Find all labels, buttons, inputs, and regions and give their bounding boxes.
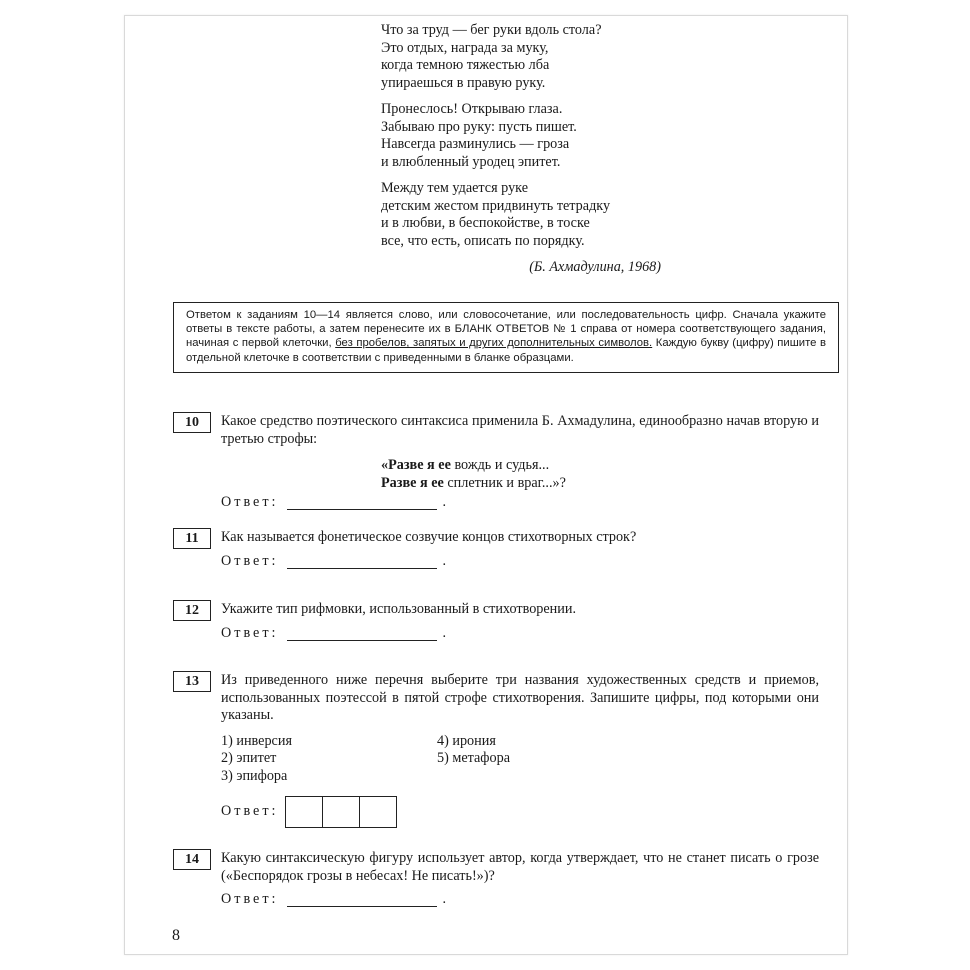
poem-line: упираешься в правую руку. bbox=[381, 74, 546, 91]
instruction-text-end: Каждую букву (цифру) пишите в отдельной клеточке в соответствии с приведенными в бланке образцами. bbox=[186, 337, 827, 364]
option-item: 3) эпифора bbox=[221, 767, 288, 784]
task-12 bbox=[173, 600, 819, 642]
answer-row bbox=[221, 553, 819, 571]
answer-row bbox=[221, 796, 819, 828]
poem-stanza-3 bbox=[381, 180, 661, 250]
poem-line: Пронеслось! Открываю глаза. bbox=[381, 101, 563, 117]
task-13 bbox=[173, 671, 819, 828]
task-quote bbox=[381, 457, 819, 492]
poem-line: все, что есть, описать по порядку. bbox=[381, 232, 585, 249]
answer-cell[interactable] bbox=[322, 796, 360, 828]
poem-line: Это отдых, награда за муку, bbox=[381, 39, 549, 56]
task-question: Из приведенного ниже перечня выберите три названия художественных средств и приемов, использованных поэтессой в пятой строфе стихотворения. Запишите цифры, под которыми они указаны. bbox=[221, 672, 819, 723]
answer-field[interactable] bbox=[287, 892, 437, 907]
quote-text: сплетник и враг...»? bbox=[443, 474, 566, 491]
answer-cell[interactable] bbox=[285, 796, 323, 828]
poem-line: детским жестом придвинуть тетрадку bbox=[381, 197, 611, 214]
task-14 bbox=[173, 849, 819, 909]
quote-bold: «Разве я ее bbox=[381, 457, 451, 473]
answer-label: Ответ: bbox=[221, 624, 279, 641]
task-number: 11 bbox=[173, 528, 211, 549]
poem-attribution: (Б. Ахмадулина, 1968) bbox=[529, 259, 661, 275]
options-list bbox=[221, 733, 819, 786]
task-question: Какое средство поэтического синтаксиса применила Б. Ахмадулина, единообразно начав вторую и третью строфы: bbox=[221, 413, 819, 447]
document-page bbox=[124, 15, 848, 955]
answer-label: Ответ: bbox=[221, 803, 279, 820]
answer-dot: . bbox=[442, 624, 449, 641]
instruction-underlined-text: без пробелов, запятых и других дополнительных символов. bbox=[335, 337, 653, 350]
option-item bbox=[437, 768, 637, 786]
poem-line: Что за труд — бег руки вдоль стола? bbox=[381, 22, 602, 38]
answer-field[interactable] bbox=[287, 626, 437, 641]
poem-line: Между тем удается руке bbox=[381, 180, 529, 196]
instruction-box bbox=[173, 302, 839, 373]
task-number: 14 bbox=[173, 849, 211, 870]
task-number: 10 bbox=[173, 412, 211, 433]
task-10 bbox=[173, 412, 819, 512]
answer-boxes bbox=[287, 796, 397, 828]
answer-cell[interactable] bbox=[359, 796, 397, 828]
page-number: 8 bbox=[172, 927, 180, 944]
answer-field[interactable] bbox=[287, 554, 437, 569]
option-item: 5) метафора bbox=[437, 750, 510, 766]
answer-dot: . bbox=[442, 552, 449, 569]
poem-line: когда темною тяжестью лба bbox=[381, 57, 550, 73]
answer-row bbox=[221, 891, 819, 909]
answer-dot: . bbox=[442, 891, 449, 907]
answer-dot: . bbox=[442, 494, 449, 510]
task-question: Какую синтаксическую фигуру использует автор, когда утверждает, что не станет писать о грозе («Беспорядок грозы в небесах! Не писать!»)? bbox=[221, 850, 819, 884]
answer-field[interactable] bbox=[287, 495, 437, 510]
task-11 bbox=[173, 528, 819, 570]
task-number: 13 bbox=[173, 671, 211, 692]
task-question: Укажите тип рифмовки, использованный в стихотворении. bbox=[221, 601, 576, 617]
answer-label: Ответ: bbox=[221, 494, 279, 510]
task-question: Как называется фонетическое созвучие концов стихотворных строк? bbox=[221, 529, 637, 545]
poem-stanza-2 bbox=[381, 101, 661, 171]
quote-bold: Разве я ее bbox=[381, 474, 444, 491]
poem-line: и в любви, в беспокойстве, в тоске bbox=[381, 215, 590, 231]
answer-label: Ответ: bbox=[221, 891, 279, 907]
answer-label: Ответ: bbox=[221, 552, 279, 569]
option-item: 2) эпитет bbox=[221, 750, 277, 766]
quote-text: вождь и судья... bbox=[450, 457, 550, 473]
answer-row bbox=[221, 625, 819, 643]
option-item: 4) ирония bbox=[437, 732, 496, 749]
answer-row bbox=[221, 494, 819, 512]
poem-stanza-1 bbox=[381, 22, 661, 92]
option-item: 1) инверсия bbox=[221, 732, 292, 749]
poem-line: Навсегда разминулись — гроза bbox=[381, 136, 570, 152]
task-number: 12 bbox=[173, 600, 211, 621]
poem bbox=[381, 22, 661, 277]
poem-line: Забываю про руку: пусть пишет. bbox=[381, 118, 577, 135]
poem-line: и влюбленный уродец эпитет. bbox=[381, 153, 561, 170]
instruction-text: Ответом к заданиям 10—14 является слово, или словосочетание, или последовательность цифр. Сначала укажите ответы в тексте работы, а затем перенесите их в БЛАНК ОТВЕТОВ № 1 справа от номера соответствующего задания, начиная с первой клеточки, bbox=[186, 309, 826, 350]
